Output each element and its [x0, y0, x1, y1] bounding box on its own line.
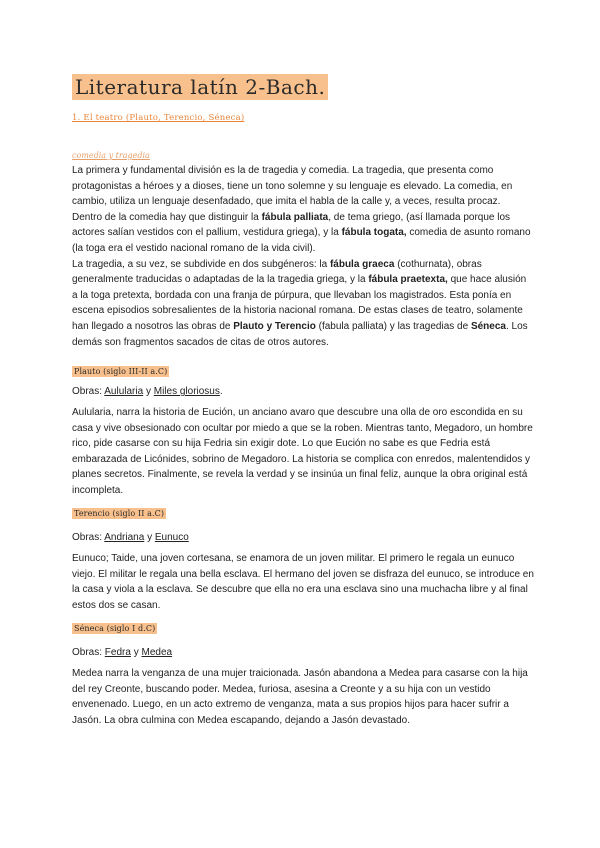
plauto-obras: Obras: Aulularia y Miles gloriosus. — [72, 386, 223, 397]
obra-link[interactable]: Fedra — [104, 647, 131, 658]
seneca-text: Medea narra la venganza de una mujer traicionada. Jasón abandona a Medea para casarse con la hija del rey Creonte, buscando poder. Medea, furiosa, asesina a Creonte y a su hija con un vestido envenenado. Luego, en un acto extremo de venganza, mata a sus propios hijos para hacer sufrir a Jasón. La obra culmina con Medea escapando, dejando a Jasón devastado. — [72, 668, 528, 726]
seneca-heading: Séneca (siglo I d.C) — [74, 624, 156, 633]
subsection-heading: comedia y tragedia — [72, 151, 150, 160]
seneca-obras: Obras: Fedra y Medea — [72, 647, 173, 658]
intro-text: La primera y fundamental división es la de tragedia y comedia. La tragedia, que presenta como protagonistas a héroes y a dioses, tiene un tono solemne y su lenguaje es elevado. La comedia, en cambio, utiliza un lenguaje desenfadado, que imita el habla de la calle y, a veces, resulta procaz. Dentro de la comedia hay que distinguir la fábula palliata, de tema griego, (así llamada porque los actores salían vestidos con el pallium, vestidura griega), y la fábula togata, comedia de asunto romano (la toga era el vestido nacional romano de la vida civil). La tragedia, a su vez, se subdivide en dos subgéneros: la fábula graeca (cothurnata), obras generalmente traducidas o adaptadas de la la tragedia griega, y la fábula praetexta, que hace alusión a la toga pretexta, bordada con una franja de púrpura, que llevaban los magistrados. Esta ponía en escena episodios sobresalientes de la historia nacional romana. De estas clases de teatro, solamente han llegado a nosotros las obras de Plauto y Terencio (fabula palliata) y las tragedias de Séneca. Los demás son fragmentos sacados de citas de otros autores. — [72, 165, 531, 348]
plauto-heading: Plauto (siglo III-II a.C) — [74, 367, 168, 376]
terencio-obras: Obras: Andriana y Eunuco — [72, 532, 189, 543]
obra-link[interactable]: Medea — [141, 647, 173, 658]
obra-link[interactable]: Eunuco — [154, 532, 189, 543]
terencio-heading: Terencio (siglo II a.C) — [74, 509, 165, 518]
plauto-text: Aulularia, narra la historia de Eución, un anciano avaro que descubre una olla de oro escondida en su casa y vive obsesionado con ocultar por miedo a que se la roben. Mientras tanto, Megadoro, un hombre rico, pide casarse con su hija Fedria sin exigir dote. Lo que Eución no sabe es que Fedria está embarazada de Licónides, sobrino de Megadoro. La historia se complica con enredos, malentendidos y planes secretos. Finalmente, se revela la verdad y se insinúa un final feliz, aunque la obra original está incompleta. — [72, 407, 533, 496]
obra-link[interactable]: Miles gloriosus — [153, 386, 220, 397]
obra-link[interactable]: Aulularia — [104, 386, 144, 397]
obra-link[interactable]: Andriana — [104, 532, 145, 543]
page-title: Literatura latín 2-Bach. — [72, 74, 328, 100]
section-subtitle: 1. El teatro (Plauto, Terencio, Séneca) — [72, 113, 245, 123]
terencio-text: Eunuco; Taide, una joven cortesana, se enamora de un joven militar. El primero le regala un eunuco viejo. El militar le regala una bella esclava. El hermano del joven se disfraza del eunuco, se introduce en la casa y viola a la esclava. Se descubre que ella no era una esclava sino una muchacha libre y al final estos dos se casan. — [72, 553, 534, 611]
